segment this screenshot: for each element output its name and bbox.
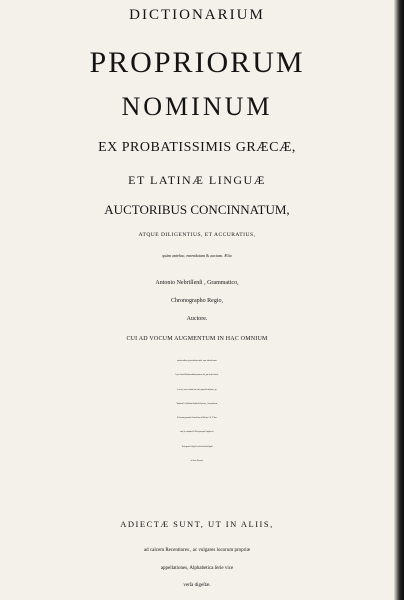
paragraph-line: Lopez Serrani Malacitani additas) innumeræ aliæ, quæ ab ipſo Antonio,: [175, 375, 219, 377]
paragraph-line: ad calcem Recentiores , ac vulgares locorum propriæ: [143, 548, 251, 553]
augment-heading: CUI AD VOCUM AUGMENTUM IN HAC OMNIUM: [126, 336, 268, 342]
addenda-heading: ADIECTÆ SUNT, UT IN ALIIS,: [120, 519, 274, 529]
title-line-dictionarium: DICTIONARIUM: [129, 7, 265, 23]
paragraph-line: verſa digeſtæ.: [183, 583, 211, 588]
paragraph-line: & Vicarium perpetuum Clonmelienſem in Hibernia, S. R, E. Nota-: [177, 418, 217, 420]
paragraph-line: de Ornos, Rectorem.: [190, 461, 204, 463]
subtitle-line-3: AUCTORIBUS CONCINNATUM,: [104, 202, 290, 217]
paragraph-line: appellationes, Alphabetica ſerie vice: [160, 565, 234, 571]
subtitle-line-1: EX PROBATISSIMIS GRÆCÆ,: [98, 140, 296, 155]
augment-paragraph: [0, 355, 394, 469]
paragraph-line: Theologorum Collegio Eccleſiæ Parochialis Oppidi: [181, 446, 213, 448]
page-binding-edge: [394, 0, 404, 600]
author-line-3: Chronographo Regio,: [171, 298, 223, 304]
subtitle-line-4: ATQUE DILIGENTIUS, ET ACCURATIUS,: [138, 232, 256, 238]
author-line-1: quàm antehac, emendatum & auctum. Ælio: [162, 253, 232, 258]
addenda-paragraph: [0, 542, 394, 595]
paragraph-line: ſi viveret, erant excudendæ, hac nota §. præpoſita adijciuntur , per: [177, 389, 217, 391]
subtitle-line-2: ET LATINÆ LINGUÆ: [128, 173, 266, 187]
title-line-propriorum: PROPRIORUM: [89, 46, 305, 79]
title-line-nominum: NOMINUM: [121, 92, 273, 121]
paragraph-line: Magiſtrum D. Guilielmum Ocahaſa Presbyterum , Civem patricium,: [176, 403, 218, 405]
author-line-2: Antonio Nebriſſenſi , Grammatico,: [155, 280, 239, 286]
author-line-4: Auctore.: [186, 316, 208, 322]
paragraph-line: rium, & ex antiquiori D. Hieronymi apud Compluten ſes: [180, 432, 214, 434]
paragraph-line: poſtrema editione (præter dictiones ſtudio , atque induſtria Joannis: [177, 361, 217, 362]
